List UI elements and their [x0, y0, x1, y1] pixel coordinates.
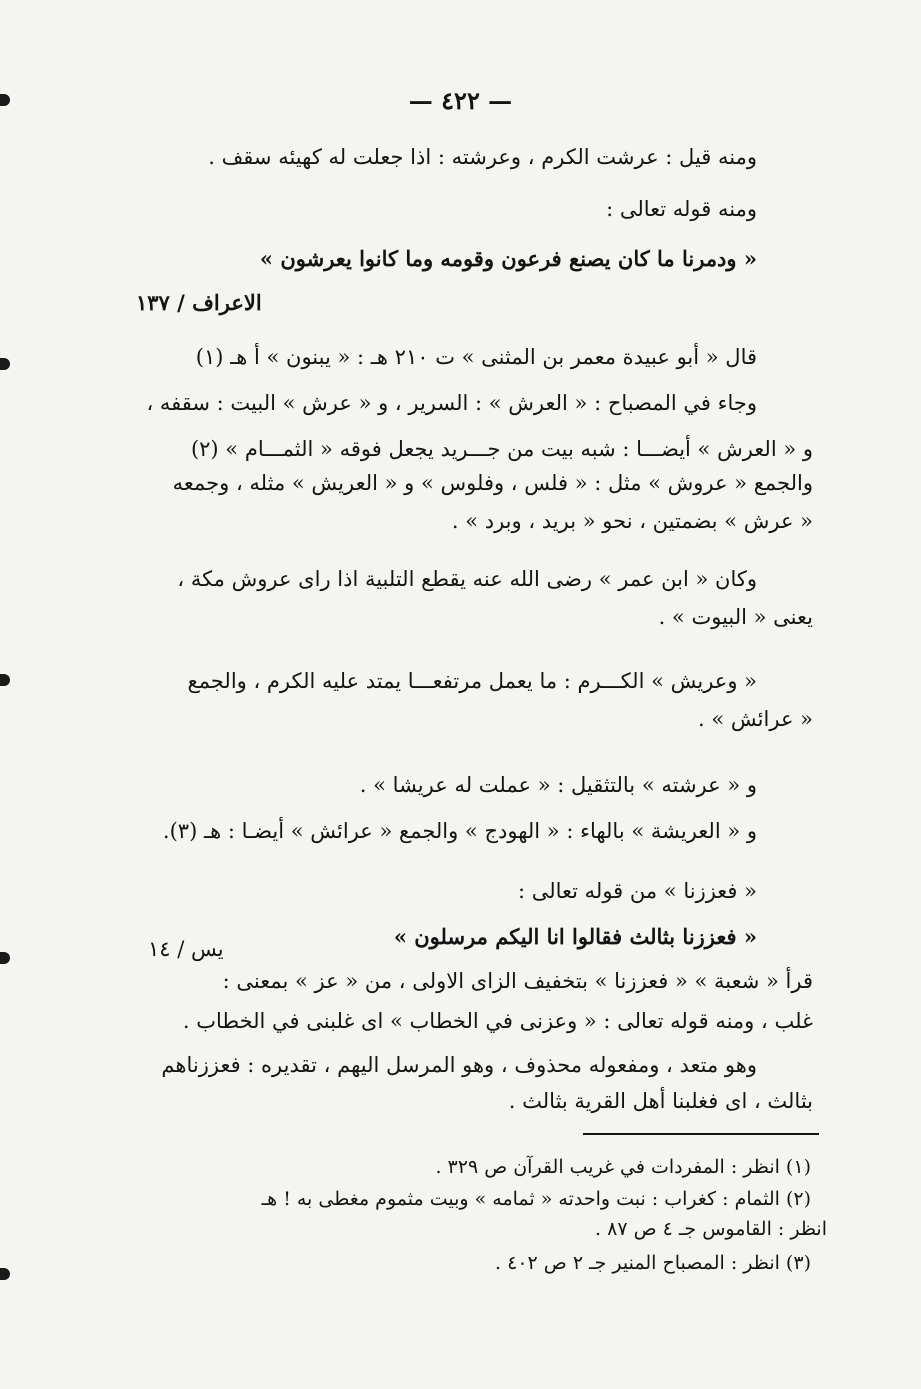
text-line: وجاء في المصباح : « العرش » : السرير ، و « عرش » البيت : سقفه ، — [146, 391, 757, 415]
text-line: ومنه قوله تعالى : — [606, 197, 757, 221]
binding-hole-mark — [0, 674, 10, 686]
text-line: و « العريشة » بالهاء : « الهودج » والجمع « عرائش » أيضـا : هـ (٣). — [162, 819, 757, 843]
footnote: (١) انظر : المفردات في غريب القرآن ص ٣٢٩ . — [435, 1156, 811, 1178]
quran-verse: « ودمرنا ما كان يصنع فرعون وقومه وما كانوا يعرشون » — [259, 246, 757, 271]
text-line: غلب ، ومنه قوله تعالى : « وعزنى في الخطاب » اى غلبنى في الخطاب . — [182, 1009, 813, 1033]
text-line: قرأ « شعبة » « فعززنا » بتخفيف الزاى الاولى ، من « عز » بمعنى : — [222, 969, 813, 993]
text-line: و « العرش » أيضـــا : شبه بيت من جـــريد يجعل فوقه « الثمـــام » (٢) — [190, 437, 813, 461]
binding-hole-mark — [0, 1268, 10, 1280]
footnote-divider — [583, 1133, 819, 1135]
text-line: والجمع « عروش » مثل : « فلس ، وفلوس » و « العريش » مثله ، وجمعه — [172, 471, 813, 495]
text-line: « عرش » بضمتين ، نحو « بريد ، وبرد » . — [451, 509, 813, 533]
text-line: قال « أبو عبيدة معمر بن المثنى » ت ٢١٠ هـ : « يبنون » أ هـ (١) — [195, 345, 757, 369]
footnote: (٣) انظر : المصباح المنير جـ ٢ ص ٤٠٢ . — [495, 1252, 811, 1274]
text-line: بثالث ، اى فغلبنا أهل القرية بثالث . — [508, 1089, 813, 1113]
footnote: انظر : القاموس جـ ٤ ص ٨٧ . — [595, 1218, 827, 1240]
quran-verse: « فعززنا بثالث فقالوا انا اليكم مرسلون » — [393, 924, 757, 949]
binding-hole-mark — [0, 952, 10, 964]
text-line: « عرائش » . — [698, 707, 813, 731]
text-line: وهو متعد ، ومفعوله محذوف ، وهو المرسل اليهم ، تقديره : فعززناهم — [161, 1053, 757, 1077]
text-line: « وعريش » الكـــرم : ما يعمل مرتفعـــا يمتد عليه الكرم ، والجمع — [187, 669, 757, 693]
text-line: يعنى « البيوت » . — [658, 605, 813, 629]
verse-reference-yasin: يس / ١٤ — [148, 937, 224, 961]
text-line: وكان « ابن عمر » رضى الله عنه يقطع التلبية اذا راى عروش مكة ، — [177, 567, 757, 591]
binding-hole-mark — [0, 358, 10, 370]
verse-reference-araf: الاعراف / ١٣٧ — [136, 290, 262, 315]
text-line: « فعززنا » من قوله تعالى : — [517, 879, 757, 903]
text-line: ومنه قيل : عرشت الكرم ، وعرشته : اذا جعلت له كهيئه سقف . — [208, 145, 757, 169]
page-number: — ٤٢٢ — — [408, 86, 513, 115]
text-line: و « عرشته » بالتثقيل : « عملت له عريشا » . — [359, 773, 757, 797]
footnote: (٢) الثمام : كغراب : نبت واحدته « ثمامه » وبيت مثموم مغطى به ! هـ — [261, 1188, 811, 1210]
